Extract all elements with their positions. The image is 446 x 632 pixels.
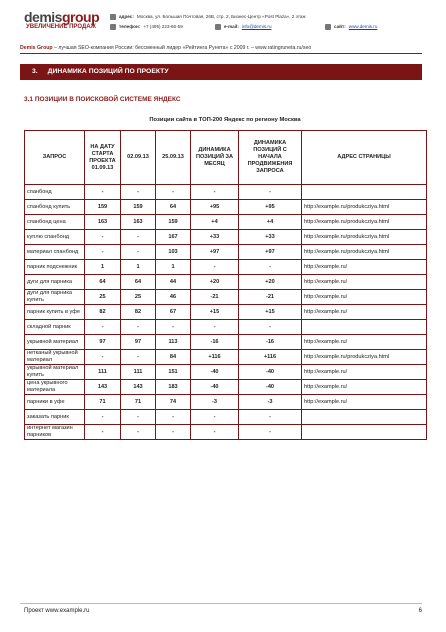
- cell-total-dynamics: +20: [239, 275, 302, 290]
- cell-date-1: -: [121, 320, 156, 335]
- table-row: [25, 410, 427, 425]
- cell-month-dynamics: -: [191, 425, 239, 440]
- cell-page-url: [302, 320, 427, 335]
- cell-date-1: -: [121, 185, 156, 200]
- cell-query: дуги для парника купить: [25, 290, 85, 305]
- company-tagline: [20, 45, 311, 51]
- cell-total-dynamics: +95: [239, 200, 302, 215]
- cell-total-dynamics: +116: [239, 350, 302, 365]
- cell-month-dynamics: +20: [191, 275, 239, 290]
- cell-page-url: http://example.ru/: [302, 290, 427, 305]
- cell-date-1: -: [121, 245, 156, 260]
- cell-month-dynamics: -: [191, 320, 239, 335]
- cell-date-2: 64: [156, 200, 191, 215]
- table-body: [25, 185, 427, 440]
- cell-page-url: http://example.ru/: [302, 365, 427, 380]
- cell-page-url: http://example.ru/produkcziya.html: [302, 350, 427, 365]
- cell-date-2: 67: [156, 305, 191, 320]
- logo-group: group: [61, 9, 100, 25]
- cell-query: дуги для парника: [25, 275, 85, 290]
- cell-total-dynamics: -: [239, 260, 302, 275]
- cell-start: 163: [85, 215, 121, 230]
- section-number: 3.: [32, 68, 38, 75]
- header-date-2: 25.09.13: [156, 131, 191, 185]
- cell-date-1: 159: [121, 200, 156, 215]
- cell-total-dynamics: +15: [239, 305, 302, 320]
- cell-start: 64: [85, 275, 121, 290]
- globe-icon: [325, 24, 331, 30]
- cell-date-1: -: [121, 425, 156, 440]
- cell-month-dynamics: +116: [191, 350, 239, 365]
- table-row: [25, 260, 427, 275]
- email-link[interactable]: info@demis.ru: [241, 24, 272, 29]
- cell-query: складной парник: [25, 320, 85, 335]
- cell-page-url: http://example.ru/: [302, 395, 427, 410]
- cell-date-2: 183: [156, 380, 191, 395]
- cell-page-url: [302, 185, 427, 200]
- cell-start: -: [85, 425, 121, 440]
- cell-start: 97: [85, 335, 121, 350]
- cell-date-2: 44: [156, 275, 191, 290]
- table-row: [25, 200, 427, 215]
- cell-date-1: 143: [121, 380, 156, 395]
- cell-start: 1: [85, 260, 121, 275]
- header-divider: [20, 53, 422, 54]
- page-number: 6: [418, 608, 422, 614]
- cell-month-dynamics: -: [191, 185, 239, 200]
- cell-page-url: http://example.ru/: [302, 275, 427, 290]
- tagline-text: – лучшая SEO-компания России: бессменный лидер «Рейтинга Рунета» с 2009 г. – www.ratingruneta.ru/seo: [52, 45, 312, 51]
- cell-month-dynamics: -3: [191, 395, 239, 410]
- table-row: [25, 395, 427, 410]
- cell-page-url: http://example.ru/: [302, 305, 427, 320]
- cell-start: 25: [85, 290, 121, 305]
- cell-total-dynamics: -: [239, 185, 302, 200]
- cell-date-1: 71: [121, 395, 156, 410]
- logo-main: demis: [24, 9, 62, 25]
- cell-start: 71: [85, 395, 121, 410]
- cell-month-dynamics: -16: [191, 335, 239, 350]
- section-title: ДИНАМИКА ПОЗИЦИЙ ПО ПРОЕКТУ: [47, 68, 169, 75]
- subsection-heading: 3.1 ПОЗИЦИИ В ПОИСКОВОЙ СИСТЕМЕ ЯНДЕКС: [24, 96, 181, 103]
- phone-icon: [110, 24, 116, 30]
- logo-tagline: УВЕЛИЧЕНИЕ ПРОДАЖ: [26, 24, 96, 30]
- cell-total-dynamics: +4: [239, 215, 302, 230]
- address-row: [110, 12, 428, 22]
- cell-total-dynamics: -21: [239, 290, 302, 305]
- letterhead: [18, 6, 430, 46]
- section-header: [20, 64, 422, 80]
- cell-total-dynamics: -3: [239, 395, 302, 410]
- company-logo: [24, 10, 114, 31]
- cell-start: 82: [85, 305, 121, 320]
- cell-date-2: 151: [156, 365, 191, 380]
- cell-start: -: [85, 320, 121, 335]
- contacts-row: [110, 22, 428, 32]
- cell-query: парник купить в уфе: [25, 305, 85, 320]
- site-label: сайт:: [334, 24, 346, 29]
- cell-month-dynamics: +15: [191, 305, 239, 320]
- cell-query: интернет магазин парников: [25, 425, 85, 440]
- cell-date-2: -: [156, 425, 191, 440]
- table-row: [25, 290, 427, 305]
- table-row: [25, 185, 427, 200]
- cell-query: заказать парник: [25, 410, 85, 425]
- table-row: [25, 305, 427, 320]
- cell-total-dynamics: -40: [239, 380, 302, 395]
- cell-date-2: 46: [156, 290, 191, 305]
- cell-month-dynamics: -40: [191, 380, 239, 395]
- cell-date-1: 111: [121, 365, 156, 380]
- cell-date-1: 82: [121, 305, 156, 320]
- cell-month-dynamics: +95: [191, 200, 239, 215]
- cell-page-url: [302, 410, 427, 425]
- cell-date-2: 159: [156, 215, 191, 230]
- cell-date-1: 64: [121, 275, 156, 290]
- cell-date-2: -: [156, 410, 191, 425]
- cell-total-dynamics: -: [239, 410, 302, 425]
- cell-query: спанбонд купить: [25, 200, 85, 215]
- cell-page-url: http://example.ru/: [302, 260, 427, 275]
- footer-divider: [20, 603, 422, 604]
- header-page-url: АДРЕС СТРАНИЦЫ: [302, 131, 427, 185]
- email-icon: [215, 24, 221, 30]
- header-month-dynamics: ДИНАМИКА ПОЗИЦИЙ ЗА МЕСЯЦ: [191, 131, 239, 185]
- table-row: [25, 275, 427, 290]
- table-caption: Позиции сайта в ТОП-200 Яндекс по региону Москва: [149, 117, 301, 123]
- cell-start: 159: [85, 200, 121, 215]
- site-link[interactable]: www.demis.ru: [348, 24, 378, 29]
- cell-date-2: -: [156, 185, 191, 200]
- cell-month-dynamics: +4: [191, 215, 239, 230]
- cell-start: 111: [85, 365, 121, 380]
- header-query: ЗАПРОС: [25, 131, 85, 185]
- table-row: [25, 245, 427, 260]
- phone-label: телефон:: [119, 24, 141, 29]
- cell-date-1: -: [121, 410, 156, 425]
- cell-page-url: http://example.ru/produkcziya.html: [302, 200, 427, 215]
- page-footer: [24, 608, 422, 614]
- table-row: [25, 380, 427, 395]
- cell-query: парники в уфе: [25, 395, 85, 410]
- cell-page-url: http://example.ru/produkcziya.html: [302, 245, 427, 260]
- tagline-brand: Demis Group: [20, 45, 53, 51]
- cell-date-2: 84: [156, 350, 191, 365]
- cell-date-2: -: [156, 320, 191, 335]
- cell-start: -: [85, 410, 121, 425]
- address-text: Москва, ул. Большая Почтовая, 26В, стр. 2, Бизнес-Центр «Post Plaza», 2 этаж: [136, 14, 306, 19]
- cell-date-1: -: [121, 350, 156, 365]
- cell-date-2: 1: [156, 260, 191, 275]
- cell-month-dynamics: +33: [191, 230, 239, 245]
- table-row: [25, 350, 427, 365]
- location-icon: [110, 14, 116, 20]
- header-start-date: НА ДАТУ СТАРТА ПРОЕКТА 01.09.13: [85, 131, 121, 185]
- cell-total-dynamics: -: [239, 320, 302, 335]
- cell-total-dynamics: +97: [239, 245, 302, 260]
- cell-query: укрывной материал: [25, 335, 85, 350]
- cell-month-dynamics: -21: [191, 290, 239, 305]
- contact-block: [110, 12, 428, 32]
- cell-total-dynamics: +33: [239, 230, 302, 245]
- cell-query: парник подснежник: [25, 260, 85, 275]
- cell-start: -: [85, 230, 121, 245]
- cell-query: материал спанбонд: [25, 245, 85, 260]
- cell-date-2: 74: [156, 395, 191, 410]
- address-label: адрес:: [119, 14, 134, 19]
- cell-date-1: 25: [121, 290, 156, 305]
- table-row: [25, 215, 427, 230]
- cell-start: 143: [85, 380, 121, 395]
- cell-query: цена укрывного материала: [25, 380, 85, 395]
- cell-query: укрывной материал купить: [25, 365, 85, 380]
- cell-start: -: [85, 245, 121, 260]
- header-total-dynamics: ДИНАМИКА ПОЗИЦИЙ С НАЧАЛА ПРОДВИЖЕНИЯ ЗАПРОСА: [239, 131, 302, 185]
- cell-date-1: 97: [121, 335, 156, 350]
- cell-date-2: 103: [156, 245, 191, 260]
- cell-month-dynamics: -: [191, 260, 239, 275]
- cell-page-url: http://example.ru/produkcziya.html: [302, 215, 427, 230]
- cell-query: нетканый укрывной материал: [25, 350, 85, 365]
- cell-date-1: -: [121, 230, 156, 245]
- cell-page-url: [302, 425, 427, 440]
- positions-table: [24, 130, 427, 440]
- cell-start: -: [85, 350, 121, 365]
- table-row: [25, 320, 427, 335]
- footer-project: Проект www.example.ru: [24, 608, 90, 614]
- cell-page-url: http://example.ru/: [302, 335, 427, 350]
- cell-query: спанбонд цена: [25, 215, 85, 230]
- cell-month-dynamics: +97: [191, 245, 239, 260]
- cell-month-dynamics: -40: [191, 365, 239, 380]
- cell-total-dynamics: -: [239, 425, 302, 440]
- cell-page-url: http://example.ru/: [302, 380, 427, 395]
- cell-query: куплю спанбонд: [25, 230, 85, 245]
- table-row: [25, 365, 427, 380]
- phone-text: +7 (495) 223-66-59: [143, 24, 183, 29]
- cell-date-2: 167: [156, 230, 191, 245]
- table-row: [25, 335, 427, 350]
- cell-date-1: 1: [121, 260, 156, 275]
- cell-date-1: 163: [121, 215, 156, 230]
- table-header-row: [25, 131, 427, 185]
- cell-total-dynamics: -16: [239, 335, 302, 350]
- cell-start: -: [85, 185, 121, 200]
- cell-date-2: 113: [156, 335, 191, 350]
- table-row: [25, 230, 427, 245]
- cell-month-dynamics: -: [191, 410, 239, 425]
- cell-total-dynamics: -40: [239, 365, 302, 380]
- header-date-1: 02.09.13: [121, 131, 156, 185]
- table-row: [25, 425, 427, 440]
- email-label: e-mail:: [224, 24, 239, 29]
- cell-query: спанбонд: [25, 185, 85, 200]
- cell-page-url: http://example.ru/produkcziya.html: [302, 230, 427, 245]
